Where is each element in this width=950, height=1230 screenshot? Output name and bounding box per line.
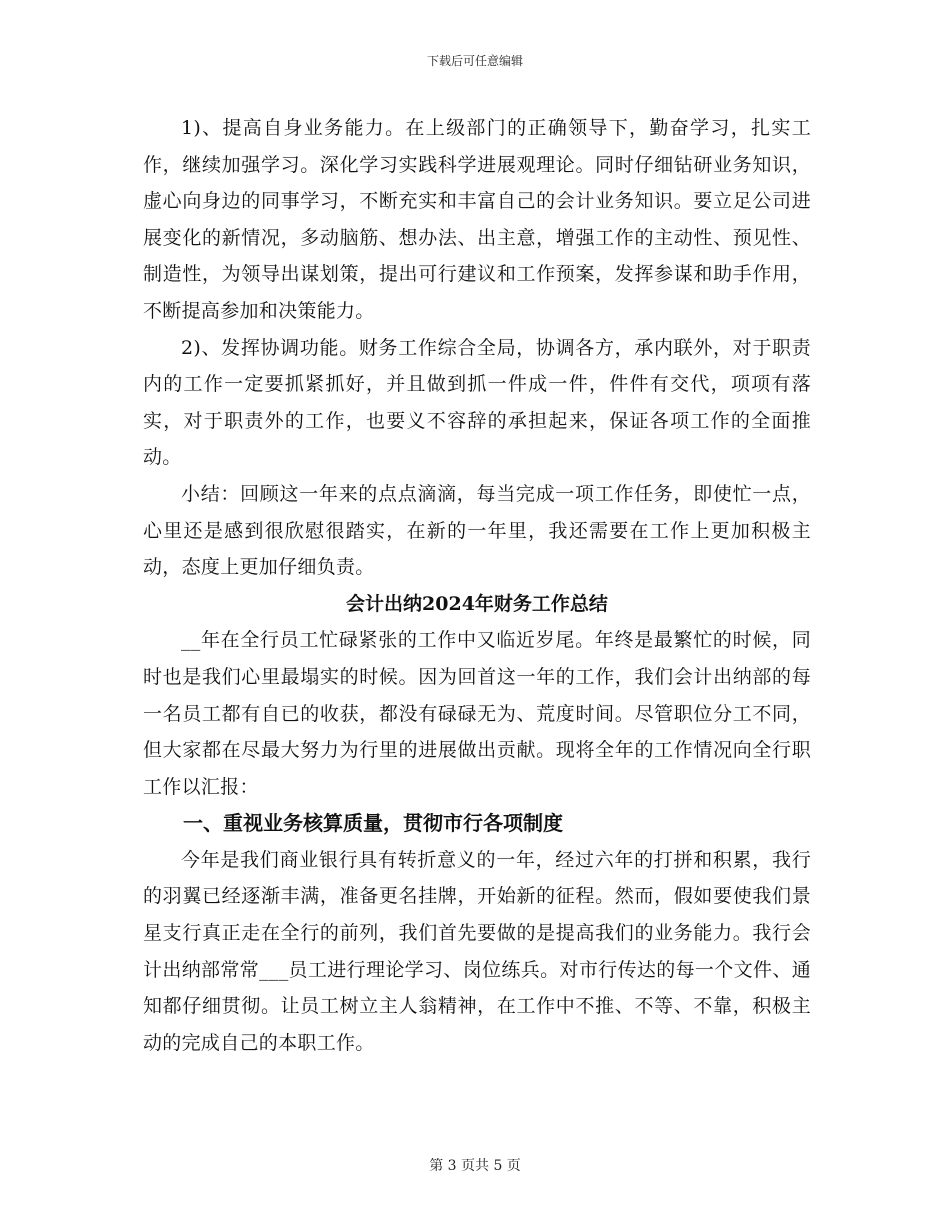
paragraph-1: 1)、提高自身业务能力。在上级部门的正确领导下，勤奋学习，扎实工作，继续加强学习。深化学习实践科学进展观理论。同时仔细钻研业务知识，虚心向身边的同事学习，不断充实和丰富自己的会计业务知识。要立足公司进展变化的新情况，多动脑筋、想办法、出主意，增强工作的主动性、预见性、制造性，为领导出谋划策，提出可行建议和工作预案，发挥参谋和助手作用，不断提高参加和决策能力。 [143, 117, 811, 322]
intro-paragraph: __年在全行员工忙碌紧张的工作中又临近岁尾。年终是最繁忙的时候，同时也是我们心里最塌实的时候。因为回首这一年的工作，我们会计出纳部的每一名员工都有自已的收获，都没有碌碌无为、荒度时间。尽管职位分工不同，但大家都在尽最大努力为行里的进展做出贡献。现将全年的工作情况向全行职工作以汇报： [143, 629, 811, 798]
page-footer: 第 3 页共 5 页 [429, 1158, 521, 1174]
paragraph-2: 2)、发挥协调功能。财务工作综合全局，协调各方，承内联外，对于职责内的工作一定要抓紧抓好，并且做到抓一件成一件，件件有交代，项项有落实，对于职责外的工作，也要义不容辞的承担起来，保证各项工作的全面推动。 [143, 336, 811, 469]
body-paragraph: 今年是我们商业银行具有转折意义的一年，经过六年的打拼和积累，我行的羽翼已经逐渐丰满，准备更名挂牌，开始新的征程。然而，假如要使我们景星支行真正走在全行的前列，我们首先要做的是提高我们的业务能力。我行会计出纳部常常___员工进行理论学习、岗位练兵。对市行传达的每一个文件、通知都仔细贯彻。让员工树立主人翁精神，在工作中不推、不等、不靠，积极主动的完成自己的本职工作。 [143, 848, 811, 1054]
page-header: 下载后可任意编辑 [426, 54, 523, 68]
section-title: 会计出纳2024年财务工作总结 [346, 592, 608, 615]
paragraph-summary: 小结：回顾这一年来的点点滴滴，每当完成一项工作任务，即使忙一点，心里还是感到很欣慰很踏实，在新的一年里，我还需要在工作上更加积极主动，态度上更加仔细负责。 [143, 482, 811, 579]
document-body [143, 110, 811, 1061]
subheading: 一、重视业务核算质量，贯彻市行各项制度 [183, 811, 563, 836]
